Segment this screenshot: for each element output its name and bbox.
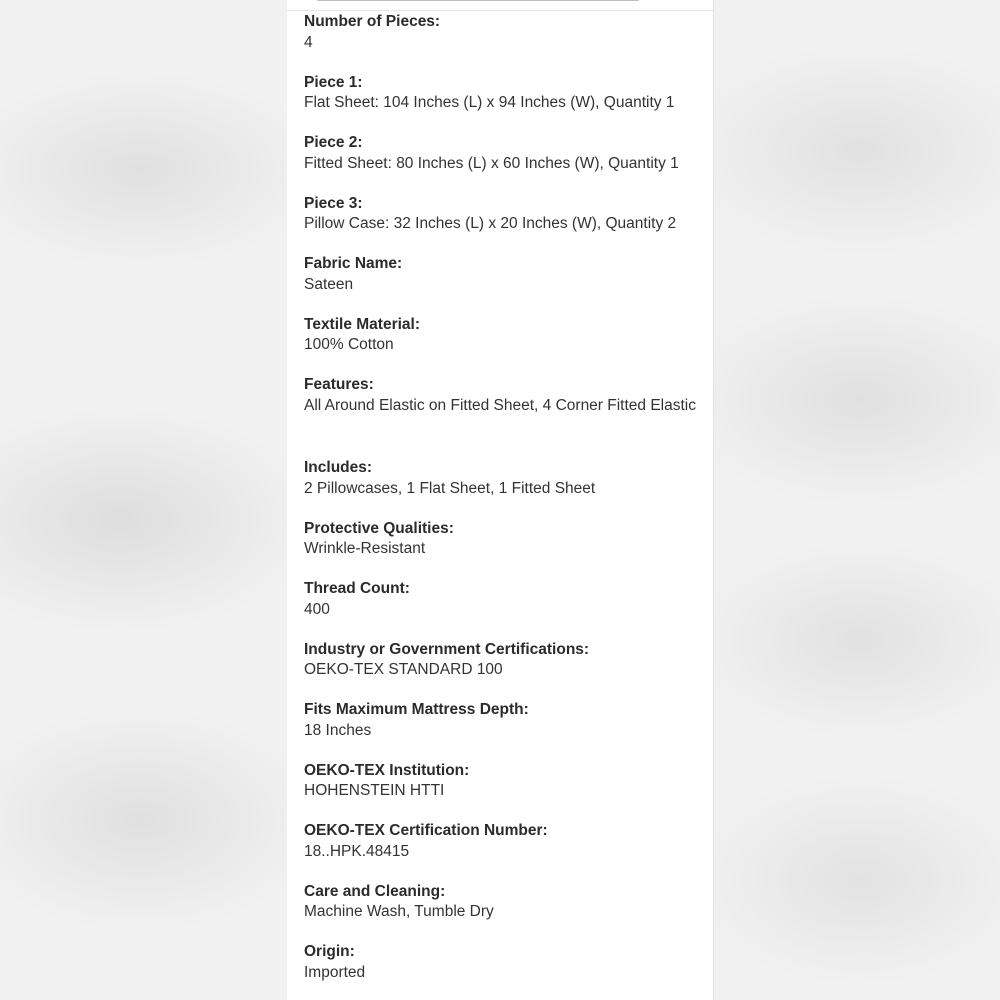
spec-value: 18 Inches [304,721,372,739]
spec-value: Fitted Sheet: 80 Inches (L) x 60 Inches (W), Quantity 1 [304,154,679,172]
spec-label: Piece 1: [304,73,363,91]
spec-label: OEKO-TEX Certification Number: [304,822,548,839]
spec-value: Pillow Case: 32 Inches (L) x 20 Inches (W), Quantity 2 [304,215,677,232]
spec-oeko-tex-institution [304,761,699,822]
spec-label: Includes: [304,459,373,476]
spec-label: Protective Qualities: [304,519,454,537]
spec-value: Imported [304,963,366,981]
specifications-panel[interactable] [286,0,714,1000]
spec-label: Textile Material: [304,315,421,333]
spec-value: HOHENSTEIN HTTI [304,782,445,799]
spec-label: Fabric Name: [304,255,403,272]
spec-label: Features: [304,376,374,393]
specifications-list [304,12,699,1000]
spec-piece-1 [304,73,699,134]
spec-origin [304,942,699,1000]
spec-value: OEKO-TEX STANDARD 100 [304,661,503,678]
spec-value: 4 [304,33,313,51]
top-bar [287,0,713,11]
spec-value: 100% Cotton [304,336,394,353]
spec-value: 18..HPK.48415 [304,842,410,860]
spec-certifications [304,640,699,701]
spec-label: Industry or Government Certifications: [304,640,590,658]
spec-includes [304,458,699,519]
spec-thread-count [304,579,699,640]
spec-value: Flat Sheet: 104 Inches (L) x 94 Inches (W), Quantity 1 [304,94,675,111]
spec-piece-2 [304,133,699,194]
spec-label: Number of Pieces: [304,13,441,30]
spec-mattress-depth [304,700,699,761]
spec-value: 400 [304,600,330,618]
spec-label: Fits Maximum Mattress Depth: [304,701,529,718]
spec-fabric-name [304,254,699,315]
spec-label: Piece 2: [304,134,363,151]
spec-label: OEKO-TEX Institution: [304,761,470,779]
spec-value: Sateen [304,275,354,293]
spec-label: Care and Cleaning: [304,882,446,900]
spec-label: Piece 3: [304,194,363,212]
spec-value: All Around Elastic on Fitted Sheet, 4 Corner Fitted Elastic [304,396,696,414]
spec-value: Machine Wash, Tumble Dry [304,903,494,920]
spec-number-of-pieces [304,12,699,73]
spec-oeko-tex-certification-number [304,821,699,882]
search-input[interactable] [315,0,641,1]
spec-protective-qualities [304,519,699,580]
spec-care-and-cleaning [304,882,699,943]
spec-value: 2 Pillowcases, 1 Flat Sheet, 1 Fitted Sheet [304,479,596,497]
spec-label: Origin: [304,943,355,960]
spec-value: Wrinkle-Resistant [304,540,426,557]
spec-features [304,375,699,458]
spec-piece-3 [304,194,699,255]
spec-textile-material [304,315,699,376]
spec-label: Thread Count: [304,580,410,597]
